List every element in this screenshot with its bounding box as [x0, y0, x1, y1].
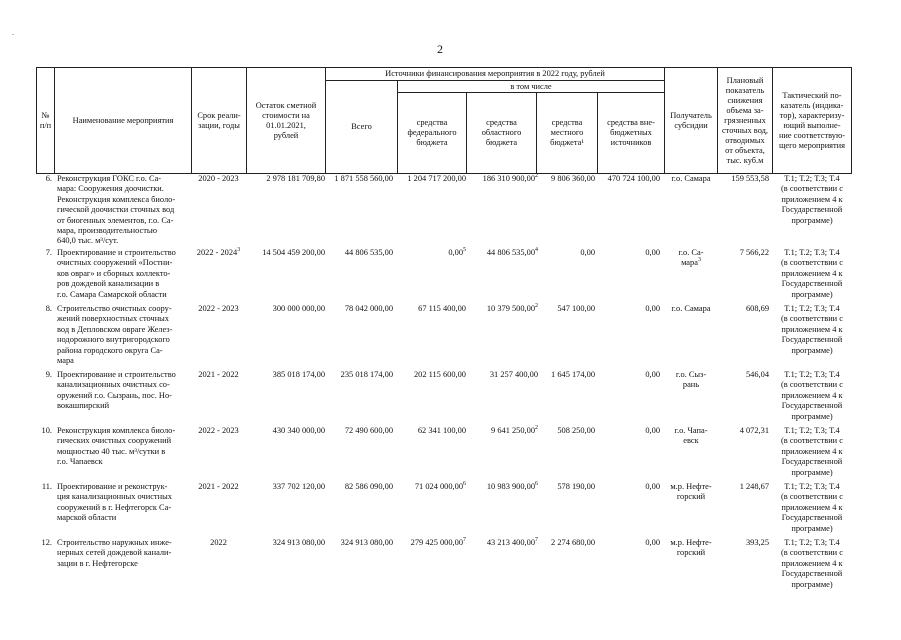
header-num: № п/п	[39, 110, 52, 130]
header-federal: средства федерального бюджета	[407, 118, 457, 147]
row-extra: 0,00	[645, 370, 660, 379]
row-planned: 4 072,31	[739, 426, 769, 435]
row-num: 10.	[41, 426, 52, 435]
row-local: 9 806 360,00	[551, 174, 595, 183]
row-term: 2020 - 2023	[198, 174, 239, 183]
header-regional: средства областного бюджета	[481, 118, 522, 147]
footnote-marker: 3	[237, 247, 241, 254]
row-term: 2022 - 2024$^3$	[196, 247, 241, 257]
row-name: Проектирование и строительство очистных сооружений «Постни- ков овраг» и сборных коллекто- ров дождевой канализации в г.о. Самара Самарской области	[57, 248, 176, 299]
row-term: 2021 - 2022	[198, 370, 239, 379]
row-balance: 430 340 000,00	[272, 426, 325, 435]
row-num: 8.	[45, 304, 52, 313]
row-name: Проектирование и реконструк- ция канализационных очистных сооружений в г. Нефтегорск Са- марской области	[57, 482, 172, 523]
row-regional: 9 641 250,00$^2$	[491, 425, 538, 435]
header-recipient: Получатель субсидии	[670, 110, 712, 130]
header-total: Всего	[351, 122, 372, 131]
row-indicator: Т.1; Т.2; Т.3; Т.4 (в соответствии с приложением 4 к Государственной программе)	[781, 174, 843, 225]
footnote-marker: 4	[535, 247, 538, 254]
footnote-marker: 3	[697, 257, 701, 264]
footnote-marker: 2	[535, 425, 538, 432]
row-planned: 546,04	[745, 370, 769, 379]
row-indicator: Т.1; Т.2; Т.3; Т.4 (в соответствии с приложением 4 к Государственной программе)	[781, 482, 843, 533]
row-recipient: г.о. Сыз- рань	[675, 370, 707, 390]
header-sources: Источники финансирования мероприятия в 2022 году, рублей	[385, 69, 605, 78]
row-total: 324 913 080,00	[340, 538, 393, 547]
header-local: средства местного бюджета¹	[550, 118, 584, 147]
row-federal: 202 115 600,00	[413, 370, 466, 379]
row-federal: 71 024 000,00$^6$	[414, 481, 466, 491]
row-name: Проектирование и строительство канализационных очистных со- оружений г.о. Сызрань, пос. Но- вокашпирский	[57, 370, 176, 411]
row-extra: 0,00	[645, 426, 660, 435]
row-regional: 10 379 500,00$^2$	[486, 303, 538, 313]
row-planned: 7 566,22	[739, 248, 769, 257]
row-num: 9.	[45, 370, 52, 379]
header-indicator: Тактический по- казатель (индика- тор), характеризу- ющий выполне- ние соответствую- щего мероприятия	[778, 90, 846, 150]
row-extra: 0,00	[645, 482, 660, 491]
row-local: 0,00	[580, 248, 595, 257]
row-planned: 393,25	[745, 538, 769, 547]
row-federal: 62 341 100,00	[417, 426, 466, 435]
footnote-marker: 6	[535, 481, 538, 488]
row-term: 2022 - 2023	[198, 304, 239, 313]
row-name: Реконструкция ГОКС г.о. Са- мара: Сооружения доочистки. Реконструкция комплекса биоло- гической доочистки сточных вод от биогенных элементов, г.о. Са- мара, производительностью 640,0 тыс. м³/сут.	[57, 174, 176, 246]
footnote-marker: 2	[535, 173, 538, 180]
row-extra: 0,00	[645, 304, 660, 313]
footnote-marker: 6	[463, 481, 466, 488]
footnote-marker: 5	[463, 247, 466, 254]
row-indicator: Т.1; Т.2; Т.3; Т.4 (в соответствии с приложением 4 к Государственной программе)	[781, 426, 843, 477]
row-balance: 2 978 181 709,80	[266, 174, 325, 183]
row-num: 7.	[45, 248, 52, 257]
table-header	[36, 67, 852, 174]
row-term: 2021 - 2022	[198, 482, 239, 491]
row-regional: 31 257 400,00	[489, 370, 538, 379]
row-extra: 470 724 100,00	[607, 174, 660, 183]
row-recipient: г.о. Чапа- евск	[674, 426, 708, 446]
row-planned: 1 248,67	[739, 482, 769, 491]
row-balance: 300 000 000,00	[272, 304, 325, 313]
row-recipient: м.р. Нефте- горский	[670, 482, 712, 502]
row-indicator: Т.1; Т.2; Т.3; Т.4 (в соответствии с приложением 4 к Государственной программе)	[781, 248, 843, 299]
row-name: Строительство очистных соору- жений поверхностных сточных вод в Депловском овраге Желез- нодорожного внутригородского района городского округа Са- мара	[57, 304, 173, 366]
row-total: 78 042 000,00	[344, 304, 393, 313]
row-local: 508 250,00	[557, 426, 595, 435]
header-name: Наименование мероприятия	[72, 115, 174, 125]
header-balance: Остаток сметной стоимости на 01.01.2021, рублей	[255, 100, 317, 140]
page-number: 2	[437, 42, 443, 56]
row-term: 2022	[210, 538, 227, 547]
row-extra: 0,00	[645, 248, 660, 257]
footnote-marker: 7	[463, 537, 466, 544]
row-num: 11.	[41, 482, 52, 491]
row-planned: 159 553,58	[731, 174, 769, 183]
row-name: Строительство наружных инже- нерных сетей дождевой канали- зации в г. Нефтегорске	[57, 538, 172, 568]
row-indicator: Т.1; Т.2; Т.3; Т.4 (в соответствии с приложением 4 к Государственной программе)	[781, 538, 843, 589]
row-local: 547 100,00	[557, 304, 595, 313]
row-extra: 0,00	[645, 538, 660, 547]
row-recipient: м.р. Нефте- горский	[670, 538, 712, 558]
row-balance: 14 504 459 200,00	[262, 248, 325, 257]
scan-mark: .	[12, 28, 14, 37]
row-local: 2 274 680,00	[551, 538, 595, 547]
row-local: 1 645 174,00	[551, 370, 595, 379]
row-indicator: Т.1; Т.2; Т.3; Т.4 (в соответствии с приложением 4 к Государственной программе)	[781, 370, 843, 421]
row-balance: 324 913 080,00	[272, 538, 325, 547]
row-balance: 337 702 120,00	[272, 482, 325, 491]
row-regional: 44 806 535,00$^4$	[486, 247, 538, 257]
row-regional: 186 310 900,00$^2$	[482, 173, 538, 183]
row-recipient: г.о. Самара	[671, 174, 711, 183]
header-including: в том числе	[510, 81, 552, 91]
row-term: 2022 - 2023	[198, 426, 239, 435]
row-recipient: г.о. Са- мара$^3$	[678, 248, 704, 268]
row-regional: 43 213 400,00$^7$	[486, 537, 538, 547]
row-planned: 608,69	[745, 304, 769, 313]
row-federal: 279 425 000,00$^7$	[410, 537, 466, 547]
row-federal: 1 204 717 200,00	[407, 174, 466, 183]
header-term: Срок реали- зации, годы	[197, 110, 241, 130]
footnote-marker: 7	[535, 537, 538, 544]
row-total: 82 586 090,00	[344, 482, 393, 491]
row-balance: 385 018 174,00	[272, 370, 325, 379]
row-local: 578 190,00	[557, 482, 595, 491]
row-num: 12.	[41, 538, 52, 547]
header-planned: Плановый показатель снижения объема за- грязненных сточных вод, отводимых от объекта, тыс. куб.м	[721, 75, 769, 165]
row-name: Реконструкция комплекса биоло- гических очистных сооружений мощностью 40 тыс. м³/сутки в г.о. Чапаевск	[57, 426, 176, 467]
row-federal: 67 115 400,00	[418, 304, 466, 313]
row-regional: 10 983 900,00$^6$	[486, 481, 538, 491]
row-federal: 0,00$^5$	[448, 247, 466, 257]
row-num: 6.	[45, 174, 52, 183]
footnote-marker: 2	[535, 303, 538, 310]
row-total: 235 018 174,00	[340, 370, 393, 379]
row-recipient: г.о. Самара	[671, 304, 711, 313]
header-extra: средства вне- бюджетных источников	[607, 118, 655, 147]
row-total: 44 806 535,00	[344, 248, 393, 257]
row-total: 72 490 600,00	[344, 426, 393, 435]
row-total: 1 871 558 560,00	[334, 174, 393, 183]
row-indicator: Т.1; Т.2; Т.3; Т.4 (в соответствии с приложением 4 к Государственной программе)	[781, 304, 843, 355]
